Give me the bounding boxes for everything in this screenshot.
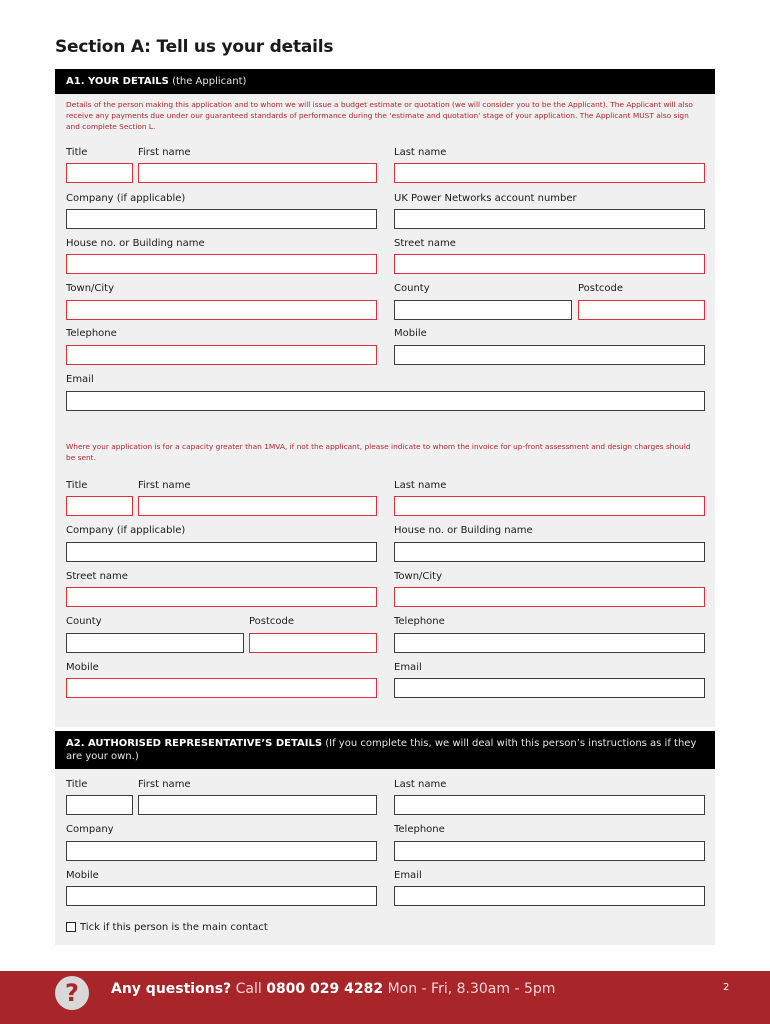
- label-invoice-county: County: [66, 616, 102, 627]
- label-telephone: Telephone: [66, 328, 117, 339]
- label-rep-telephone: Telephone: [394, 824, 445, 835]
- label-rep-company: Company: [66, 824, 114, 835]
- rep-telephone-input[interactable]: [394, 841, 705, 861]
- applicant-postcode-input[interactable]: [578, 300, 705, 320]
- main-contact-label: Tick if this person is the main contact: [80, 922, 268, 933]
- label-last-name: Last name: [394, 147, 447, 158]
- label-rep-title: Title: [66, 779, 88, 790]
- invoice-street-input[interactable]: [66, 587, 377, 607]
- label-invoice-last-name: Last name: [394, 480, 447, 491]
- invoice-town-input[interactable]: [394, 587, 705, 607]
- question-mark-icon: ?: [55, 976, 89, 1010]
- applicant-last-name-input[interactable]: [394, 163, 705, 183]
- label-town: Town/City: [66, 283, 115, 294]
- a1-note: Details of the person making this application and to whom we will issue a budget estimate or quotation (we will consider you to be the Applicant). The Applicant will also receive any payments due under our guaranteed standards of performance during the ‘estimate and quotation’ stage of your application. The Applicant MUST also sign and complete Section L.: [66, 100, 693, 131]
- invoice-email-input[interactable]: [394, 678, 705, 698]
- a2-heading: [55, 731, 715, 769]
- invoice-note: Where your application is for a capacity greater than 1MVA, if not the applicant, please indicate to whom the invoice for up-front assessment and design charges should be sent.: [66, 442, 691, 462]
- label-invoice-email: Email: [394, 662, 422, 673]
- applicant-county-input[interactable]: [394, 300, 572, 320]
- rep-email-input[interactable]: [394, 886, 705, 906]
- applicant-house-input[interactable]: [66, 254, 377, 274]
- rep-first-name-input[interactable]: [138, 795, 377, 815]
- footer-bar: [0, 971, 770, 1024]
- invoice-mobile-input[interactable]: [66, 678, 377, 698]
- invoice-house-input[interactable]: [394, 542, 705, 562]
- opening-hours: Mon - Fri, 8.30am - 5pm: [387, 981, 556, 997]
- invoice-telephone-input[interactable]: [394, 633, 705, 653]
- label-account-number: UK Power Networks account number: [394, 193, 577, 204]
- applicant-first-name-input[interactable]: [138, 163, 377, 183]
- label-invoice-postcode: Postcode: [249, 616, 295, 627]
- applicant-title-input[interactable]: [66, 163, 133, 183]
- applicant-street-input[interactable]: [394, 254, 705, 274]
- a2-heading-rest: (If you complete this, we will deal with this person’s instructions as if they are your own.): [66, 738, 697, 762]
- label-rep-first-name: First name: [138, 779, 191, 790]
- phone-number: 0800 029 4282: [266, 981, 384, 997]
- label-company: Company (if applicable): [66, 193, 186, 204]
- label-invoice-telephone: Telephone: [394, 616, 445, 627]
- rep-mobile-input[interactable]: [66, 886, 377, 906]
- label-invoice-company: Company (if applicable): [66, 525, 186, 536]
- label-invoice-first-name: First name: [138, 480, 191, 491]
- section-title: Section A: Tell us your details: [55, 37, 334, 57]
- invoice-title-input[interactable]: [66, 496, 133, 516]
- label-house: House no. or Building name: [66, 238, 205, 249]
- applicant-town-input[interactable]: [66, 300, 377, 320]
- invoice-last-name-input[interactable]: [394, 496, 705, 516]
- label-rep-last-name: Last name: [394, 779, 447, 790]
- applicant-details-panel: [55, 69, 715, 727]
- applicant-mobile-input[interactable]: [394, 345, 705, 365]
- any-questions-text: Any questions?: [111, 981, 232, 997]
- invoice-postcode-input[interactable]: [249, 633, 377, 653]
- footer-contact-text: [111, 979, 555, 999]
- a2-heading-bold: A2. AUTHORISED REPRESENTATIVE’S DETAILS: [66, 738, 323, 749]
- invoice-county-input[interactable]: [66, 633, 244, 653]
- label-rep-mobile: Mobile: [66, 870, 99, 881]
- applicant-account-number-input[interactable]: [394, 209, 705, 229]
- label-rep-email: Email: [394, 870, 422, 881]
- a1-heading-bold: A1. YOUR DETAILS: [66, 76, 169, 87]
- label-invoice-title: Title: [66, 480, 88, 491]
- a1-heading: [55, 69, 715, 94]
- label-first-name: First name: [138, 147, 191, 158]
- applicant-email-input[interactable]: [66, 391, 705, 411]
- invoice-company-input[interactable]: [66, 542, 377, 562]
- rep-last-name-input[interactable]: [394, 795, 705, 815]
- label-postcode: Postcode: [578, 283, 624, 294]
- call-text: Call: [235, 981, 262, 997]
- a1-heading-rest: (the Applicant): [168, 76, 247, 87]
- rep-title-input[interactable]: [66, 795, 133, 815]
- label-invoice-mobile: Mobile: [66, 662, 99, 673]
- rep-company-input[interactable]: [66, 841, 377, 861]
- label-title: Title: [66, 147, 88, 158]
- label-street: Street name: [394, 238, 456, 249]
- label-county: County: [394, 283, 430, 294]
- label-mobile: Mobile: [394, 328, 427, 339]
- representative-details-panel: [55, 731, 715, 945]
- page-number: 2: [723, 982, 730, 993]
- label-email: Email: [66, 374, 94, 385]
- label-invoice-town: Town/City: [394, 571, 443, 582]
- label-invoice-street: Street name: [66, 571, 128, 582]
- main-contact-checkbox[interactable]: [66, 922, 76, 932]
- label-invoice-house: House no. or Building name: [394, 525, 533, 536]
- invoice-first-name-input[interactable]: [138, 496, 377, 516]
- applicant-company-input[interactable]: [66, 209, 377, 229]
- applicant-telephone-input[interactable]: [66, 345, 377, 365]
